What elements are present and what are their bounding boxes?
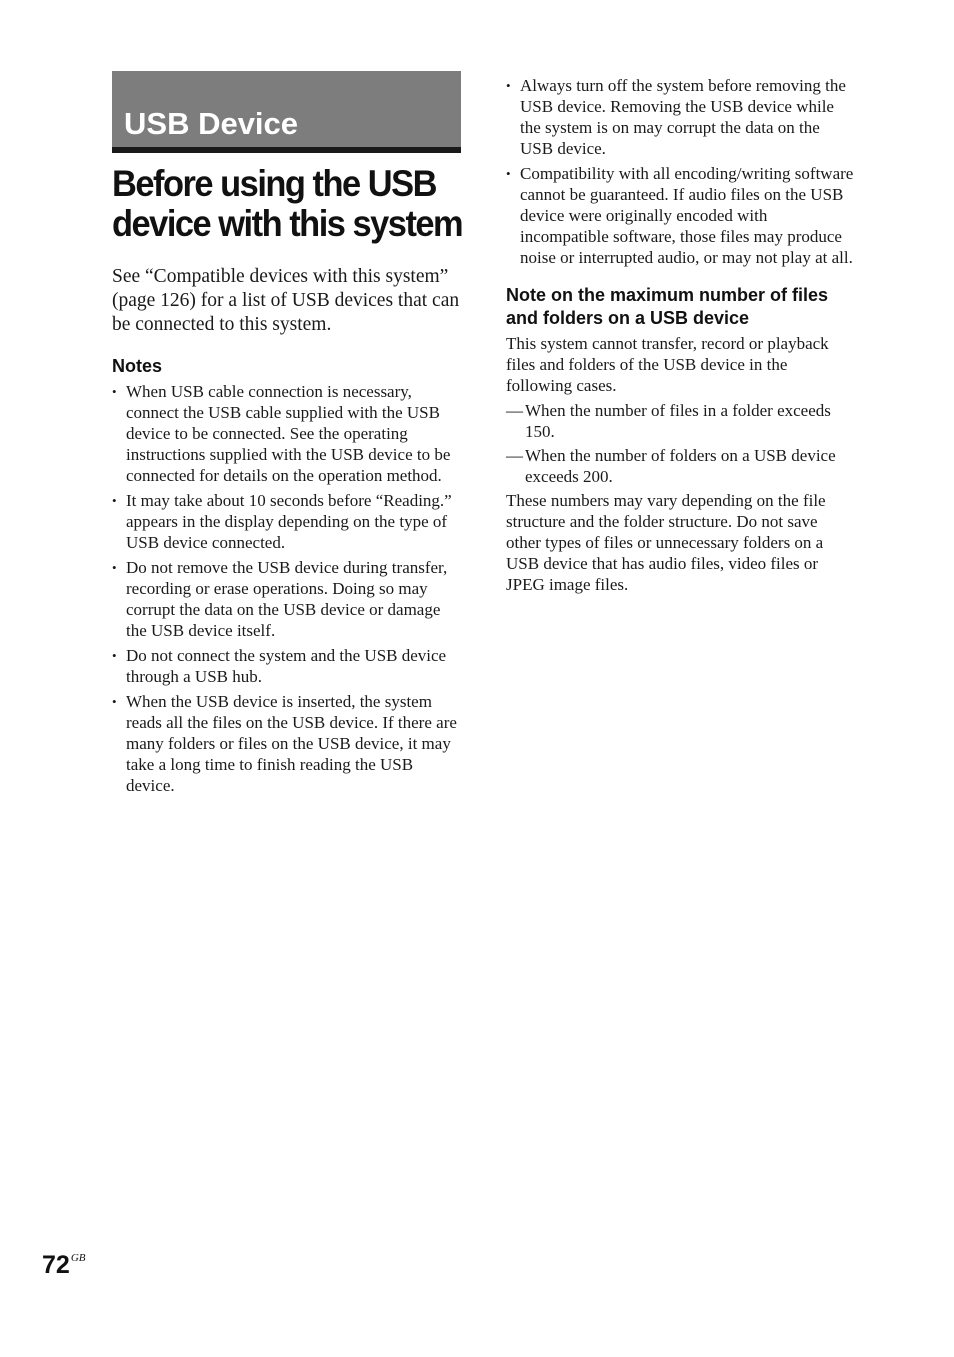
max-files-heading: Note on the maximum number of files and folders on a USB device [506, 285, 829, 328]
notes-heading: Notes [112, 356, 163, 376]
note-text: When USB cable connection is necessary, connect the USB cable supplied with the USB device to be connected. See the operating instructions supplied with the USB device to be connected for details on the operation method. [126, 382, 451, 485]
intro-paragraph: See “Compatible devices with this system” (page 126) for a list of USB devices that can be connected to this system. [112, 266, 460, 335]
bullet-icon: • [112, 384, 117, 399]
list-item [506, 75, 856, 159]
note-text: When the USB device is inserted, the system reads all the files on the USB device. If there are many folders or files on the USB device, it may take a long time to finish reading the USB device. [126, 692, 457, 795]
note-text: It may take about 10 seconds before “Reading.” appears in the display depending on the type of USB device connected. [126, 491, 452, 552]
list-item [112, 645, 464, 687]
list-item [506, 445, 856, 487]
dash-icon: — [506, 401, 523, 420]
note-text: Compatibility with all encoding/writing software cannot be guaranteed. If audio files on the USB device were originally encoded with incompatible software, those files may produce noise or interrupted audio, or may not play at all. [520, 164, 854, 267]
note-text: Do not remove the USB device during transfer, recording or erase operations. Doing so may corrupt the data on the USB device or damage the USB device itself. [126, 558, 448, 640]
case-text: When the number of folders on a USB device exceeds 200. [525, 446, 836, 486]
bullet-icon: • [112, 648, 117, 663]
note-text: Always turn off the system before removing the USB device. Removing the USB device while the system is on may corrupt the data on the USB device. [520, 76, 846, 158]
list-item [112, 557, 464, 641]
notes-list [112, 381, 464, 796]
left-column [112, 265, 464, 800]
cases-list [506, 400, 856, 487]
notes-list-continued [506, 75, 856, 268]
bullet-icon: • [112, 694, 117, 709]
bullet-icon: • [506, 166, 511, 181]
bullet-icon: • [506, 78, 511, 93]
page-title: Before using the USB device with this system [112, 163, 463, 244]
bullet-icon: • [112, 560, 117, 575]
dash-icon: — [506, 446, 523, 465]
list-item [112, 691, 464, 796]
note-text: Do not connect the system and the USB device through a USB hub. [126, 646, 447, 686]
page-number-value: 72 [42, 1251, 70, 1279]
region-code: GB [70, 1252, 86, 1264]
list-item [112, 381, 464, 486]
list-item [112, 490, 464, 553]
right-column [506, 75, 856, 595]
section-banner [112, 71, 461, 153]
section-title: USB Device [124, 106, 299, 141]
page-number [42, 1250, 85, 1285]
list-item [506, 400, 856, 442]
list-item [506, 163, 856, 268]
case-text: When the number of files in a folder exceeds 150. [525, 401, 831, 441]
max-files-intro: This system cannot transfer, record or playback files and folders of the USB device in the following cases. [506, 334, 829, 395]
bullet-icon: • [112, 493, 117, 508]
closing-paragraph: These numbers may vary depending on the file structure and the folder structure. Do not save other types of files or unnecessary folders on a USB device that has audio files, video files or JPEG image files. [506, 491, 826, 594]
